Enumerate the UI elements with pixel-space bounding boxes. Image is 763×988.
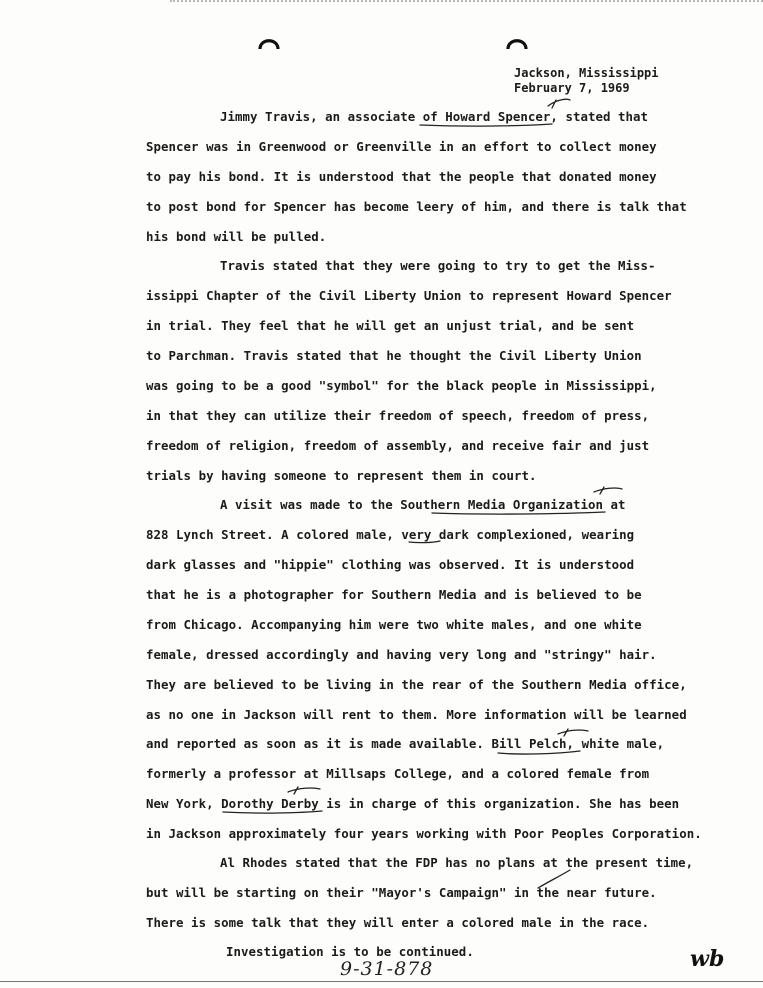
body-line: There is some talk that they will enter a colored male in the race. — [146, 915, 650, 930]
underline-howard-spencer — [420, 124, 552, 126]
body-line: formerly a professor at Millsaps College, and a colored female from — [146, 766, 650, 781]
body-line: freedom of religion, freedom of assembly, and receive fair and just — [146, 438, 650, 453]
body-line: to post bond for Spencer has become leery of him, and there is talk that — [146, 199, 687, 214]
body-line: from Chicago. Accompanying him were two white males, and one white — [146, 617, 642, 632]
body-line: but will be starting on their "Mayor's Campaign" in the near future. — [146, 885, 657, 900]
closing-line: Investigation is to be continued. — [226, 944, 474, 959]
check-mark — [594, 487, 622, 494]
body-line: Spencer was in Greenwood or Greenville in an effort to collect money — [146, 139, 657, 154]
underline-dorothy-derby — [223, 811, 322, 813]
body-line: to Parchman. Travis stated that he thought the Civil Liberty Union — [146, 348, 642, 363]
body-line: Al Rhodes stated that the FDP has no plans at the present time, — [220, 855, 694, 870]
underline-very — [409, 541, 440, 543]
body-line: A visit was made to the Southern Media Organization at — [220, 497, 626, 512]
body-line: that he is a photographer for Southern Media and is believed to be — [146, 587, 642, 602]
bottom-edge-rule — [0, 981, 763, 982]
underline-bill-pelch — [498, 751, 580, 754]
body-line: dark glasses and "hippie" clothing was observed. It is understood — [146, 557, 635, 572]
body-line: New York, Dorothy Derby is in charge of this organization. She has been — [146, 796, 680, 811]
body-line: issippi Chapter of the Civil Liberty Union to represent Howard Spencer — [146, 288, 672, 303]
body-line: trials by having someone to represent them in court. — [146, 468, 537, 483]
check-mark — [548, 99, 570, 108]
underline-southern-media — [432, 512, 605, 514]
body-line: Jimmy Travis, an associate of Howard Spencer, stated that — [220, 109, 649, 124]
body-line: female, dressed accordingly and having very long and "stringy" hair. — [146, 647, 657, 662]
check-mark — [558, 729, 588, 736]
pencil-stroke — [538, 870, 570, 888]
header-date: February 7, 1969 — [514, 81, 630, 95]
body-line: in Jackson approximately four years working with Poor Peoples Corporation. — [146, 826, 702, 841]
body-line: in trial. They feel that he will get an unjust trial, and be sent — [146, 318, 635, 333]
initials-handwritten: wb — [690, 946, 725, 972]
body-line: They are believed to be living in the rear of the Southern Media office, — [146, 677, 687, 692]
body-line: in that they can utilize their freedom of speech, freedom of press, — [146, 408, 650, 423]
body-line: and reported as soon as it is made available. Bill Pelch, white male, — [146, 736, 665, 751]
body-line: as no one in Jackson will rent to them. More information will be learned — [146, 707, 687, 722]
file-number-handwritten: 9-31-878 — [340, 958, 434, 980]
check-mark — [288, 787, 320, 794]
body-line: 828 Lynch Street. A colored male, very dark complexioned, wearing — [146, 527, 635, 542]
body-line: was going to be a good "symbol" for the black people in Mississippi, — [146, 378, 657, 393]
header-place: Jackson, Mississippi — [514, 66, 659, 80]
body-line: Travis stated that they were going to try to get the Miss- — [220, 258, 656, 273]
body-line: his bond will be pulled. — [146, 229, 327, 244]
body-line: to pay his bond. It is understood that the people that donated money — [146, 169, 657, 184]
